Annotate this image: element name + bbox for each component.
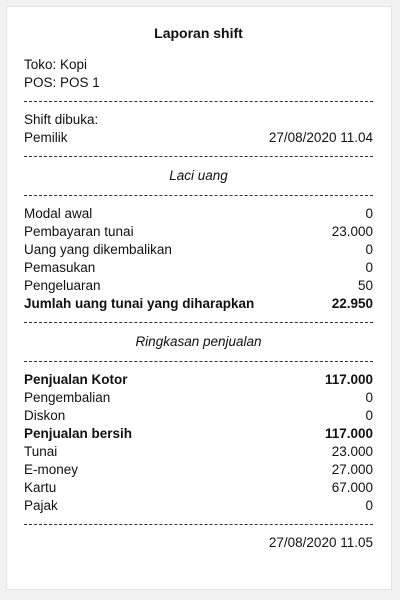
cash-row-label: Uang yang dikembalikan [24,242,172,257]
cash-row-opening-float [24,205,373,223]
cash-drawer-title: Laci uang [169,168,228,183]
tax-value: 0 [365,498,373,513]
pos-name-text: POS: POS 1 [24,75,100,90]
cash-row-cash-payments [24,223,373,241]
expected-cash-label: Jumlah uang tunai yang diharapkan [24,296,255,311]
spacer [24,92,373,101]
shift-opened-label [24,111,373,129]
cash-row-label: Pembayaran tunai [24,224,134,239]
shift-opened-at: 27/08/2020 11.04 [268,130,373,145]
payment-row-card [24,479,373,497]
store-name-text: Toko: Kopi [24,57,88,72]
net-sales-label: Penjualan bersih [24,426,133,441]
shift-report-receipt [6,6,392,590]
tax-label: Pajak [24,498,58,513]
payment-method-value: 27.000 [331,462,373,477]
cash-row-value: 0 [365,206,373,221]
net-sales-value: 117.000 [324,426,373,441]
payment-row-cash [24,443,373,461]
gross-sales-row [24,371,373,389]
spacer [24,43,373,56]
net-sales-row [24,425,373,443]
spacer [24,525,373,534]
payment-row-emoney [24,461,373,479]
closed-at-row [24,534,373,552]
cash-row-cash-refunds [24,241,373,259]
report-title: Laporan shift [154,25,243,41]
refunds-label: Pengembalian [24,390,111,405]
cash-row-label: Pengeluaran [24,278,101,293]
closed-at: 27/08/2020 11.05 [268,535,373,550]
refunds-row [24,389,373,407]
store-name [24,56,373,74]
shift-opened-row [24,129,373,147]
payment-method-label: Tunai [24,444,58,459]
cash-row-value: 23.000 [331,224,373,239]
cash-row-pay-in [24,259,373,277]
discount-label: Diskon [24,408,66,423]
spacer [24,196,373,205]
payment-method-label: Kartu [24,480,57,495]
discount-row [24,407,373,425]
cash-row-value: 50 [357,278,373,293]
spacer [24,323,373,333]
spacer [24,515,373,524]
refunds-value: 0 [365,390,373,405]
cash-row-expected-total [24,295,373,313]
spacer [24,362,373,371]
shift-owner: Pemilik [24,130,68,145]
gross-sales-label: Penjualan Kotor [24,372,128,387]
spacer [24,102,373,111]
gross-sales-value: 117.000 [324,372,373,387]
discount-value: 0 [365,408,373,423]
payment-method-value: 67.000 [331,480,373,495]
cash-row-value: 0 [365,260,373,275]
sales-summary-title: Ringkasan penjualan [135,334,262,349]
spacer [24,185,373,195]
shift-opened-label-text: Shift dibuka: [24,112,99,127]
pos-name [24,74,373,92]
payment-method-label: E-money [24,462,79,477]
expected-cash-value: 22.950 [331,296,373,311]
tax-row [24,497,373,515]
cash-row-value: 0 [365,242,373,257]
cash-row-label: Modal awal [24,206,93,221]
spacer [24,313,373,322]
spacer [24,157,373,167]
spacer [24,351,373,361]
payment-method-value: 23.000 [331,444,373,459]
cash-row-pay-out [24,277,373,295]
spacer [24,147,373,156]
cash-row-label: Pemasukan [24,260,96,275]
